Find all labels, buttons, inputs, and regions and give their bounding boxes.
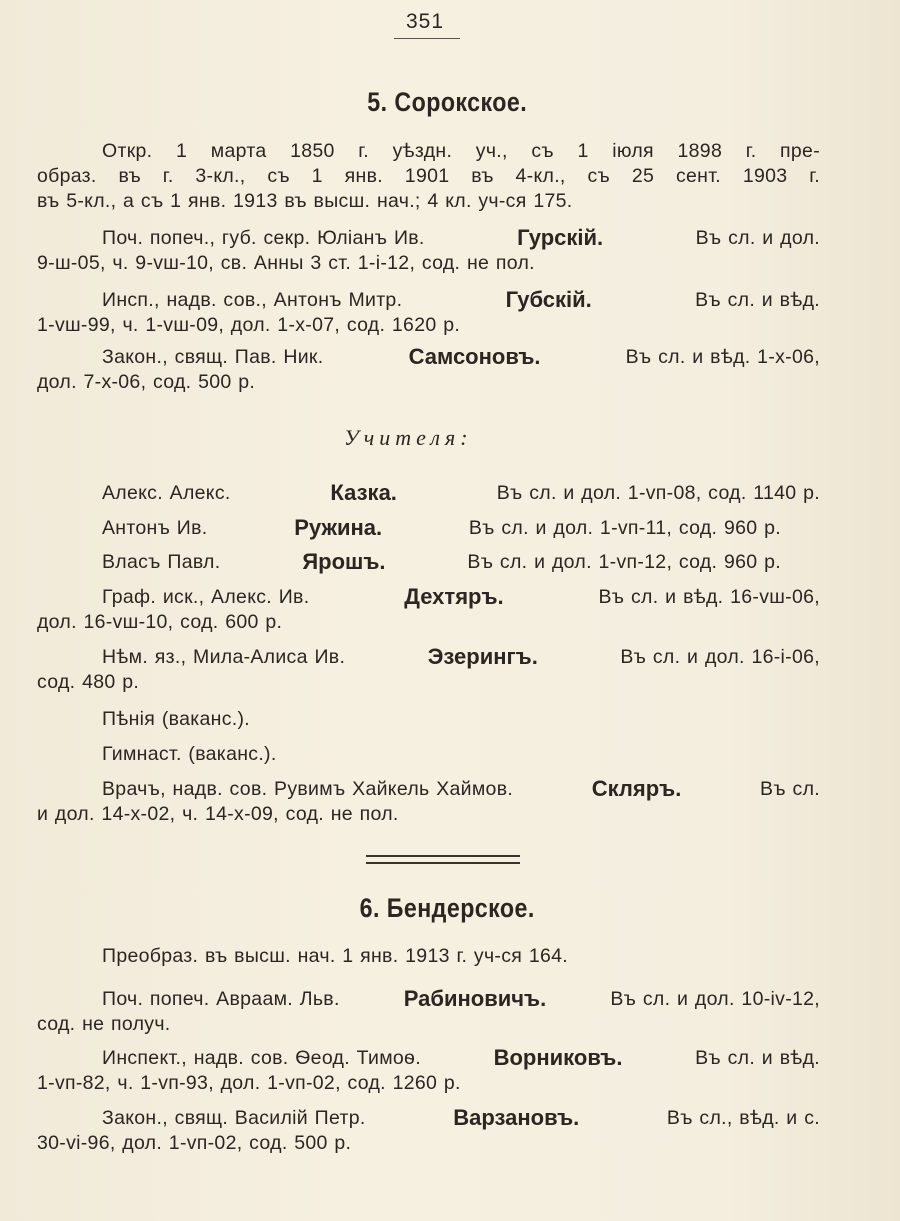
- person-name: Варзановъ.: [453, 1105, 580, 1130]
- teacher-entry-ruzhina: [102, 515, 781, 541]
- entry-text: Инспект., надв. сов. Ѳеод. Тимоѳ.: [102, 1047, 421, 1069]
- person-name: Дехтяръ.: [404, 584, 504, 609]
- entry-text: Въ сл. и дол. 10-іv-12,: [610, 988, 820, 1010]
- sec6-entry-inspector: [102, 1045, 820, 1071]
- page-number-rule: [394, 38, 460, 39]
- person-name: Эзерингъ.: [427, 644, 538, 669]
- entry-text: Въ сл. и вѣд. 16-vш-06,: [598, 586, 820, 608]
- entry-text: Въ сл. и вѣд.: [695, 1047, 820, 1069]
- entry-text: Закон., свящ. Василій Петр.: [102, 1107, 366, 1129]
- sec6-entry-inspector-cont: 1-vп-82, ч. 1-vп-93, дол. 1-vп-02, сод. 1260 р.: [37, 1072, 461, 1094]
- entry-text: Въ сл., вѣд. и с.: [666, 1107, 820, 1129]
- teacher-entry-ezering-cont: сод. 480 р.: [37, 671, 140, 693]
- entry-text: Въ сл. и вѣд. 1-х-06,: [625, 346, 820, 368]
- teacher-entry-doctor-cont: и дол. 14-х-02, ч. 14-х-09, сод. не пол.: [37, 803, 399, 825]
- person-name: Казка.: [330, 480, 397, 505]
- entry-text: Въ сл. и вѣд.: [695, 289, 820, 311]
- teacher-entry-dekhtyar: [102, 584, 820, 610]
- person-name: Губскій.: [505, 287, 592, 312]
- sec6-entry-honorary-trustee: [102, 986, 820, 1012]
- teacher-entry-kazka: [102, 480, 820, 506]
- entry-text: Власъ Павл.: [102, 551, 221, 573]
- section-6-heading: 6. Бендерское.: [359, 893, 535, 923]
- entry-text: Граф. иск., Алекс. Ив.: [102, 586, 310, 608]
- sec6-entry-honorary-trustee-cont: сод. не получ.: [37, 1013, 171, 1035]
- sec5-history-line-2: образ. въ г. 3-кл., съ 1 янв. 1901 въ 4-кл., съ 25 сент. 1903 г.: [37, 165, 820, 187]
- entry-text: Врачъ, надв. сов. Рувимъ Хайкель Хаймов.: [102, 778, 514, 800]
- person-name: Самсоновъ.: [408, 344, 541, 369]
- sec6-entry-law-teacher-cont: 30-vі-96, дол. 1-vп-02, сод. 500 р.: [37, 1132, 352, 1154]
- teacher-entry-dekhtyar-cont: дол. 16-vш-10, сод. 600 р.: [37, 611, 283, 633]
- entry-text: Въ сл. и дол. 1-vп-08, сод. 1140 р.: [496, 482, 820, 504]
- sec5-entry-honorary-trustee-cont: 9-ш-05, ч. 9-vш-10, св. Анны 3 ст. 1-і-12, сод. не пол.: [37, 252, 535, 274]
- page-number: 351: [405, 10, 445, 33]
- teacher-entry-singing: Пѣнія (ваканс.).: [102, 708, 250, 730]
- sec5-entry-law-teacher-cont: дол. 7-х-06, сод. 500 р.: [37, 371, 256, 393]
- teacher-entry-ezering: [102, 644, 820, 670]
- entry-text: Въ сл. и дол. 16-і-06,: [620, 646, 820, 668]
- entry-text: Въ сл. и дол. 1-vп-11, сод. 960 р.: [468, 517, 781, 539]
- sec5-entry-inspector-cont: 1-vш-99, ч. 1-vш-09, дол. 1-х-07, сод. 1620 р.: [37, 314, 461, 336]
- entry-text: Закон., свящ. Пав. Ник.: [102, 346, 324, 368]
- person-name: Ружина.: [294, 515, 383, 540]
- entry-text: Нѣм. яз., Мила-Алиса Ив.: [102, 646, 346, 668]
- teachers-subheading: Учителя:: [344, 425, 473, 450]
- person-name: Скляръ.: [591, 776, 682, 801]
- person-name: Гурскій.: [517, 225, 604, 250]
- entry-text: Антонъ Ив.: [102, 517, 208, 539]
- person-name: Ворниковъ.: [493, 1045, 623, 1070]
- person-name: Ярошъ.: [302, 549, 386, 574]
- entry-text: Поч. попеч. Авраам. Льв.: [102, 988, 340, 1010]
- sec5-entry-honorary-trustee: [102, 225, 820, 251]
- section-divider: [366, 855, 520, 864]
- teacher-entry-doctor: [102, 776, 820, 802]
- entry-text: Алекс. Алекс.: [102, 482, 231, 504]
- sec5-history-line-3: въ 5-кл., а съ 1 янв. 1913 въ высш. нач.; 4 кл. уч-ся 175.: [37, 190, 573, 212]
- entry-text: Въ сл. и дол.: [695, 227, 820, 249]
- sec5-entry-inspector: [102, 287, 820, 313]
- teacher-entry-gymnastics: Гимнаст. (ваканс.).: [102, 743, 277, 765]
- section-5-heading: 5. Сорокское.: [367, 87, 528, 117]
- person-name: Рабиновичъ.: [403, 986, 547, 1011]
- entry-text: Въ сл.: [760, 778, 820, 800]
- entry-text: Поч. попеч., губ. секр. Юліанъ Ив.: [102, 227, 425, 249]
- teacher-entry-yarosh: [102, 549, 781, 575]
- sec6-history-line-1: Преобраз. въ высш. нач. 1 янв. 1913 г. уч-ся 164.: [102, 945, 569, 967]
- sec5-history-line-1: Откр. 1 марта 1850 г. уѣздн. уч., съ 1 іюля 1898 г. пре-: [102, 140, 820, 162]
- sec5-entry-law-teacher: [102, 344, 820, 370]
- entry-text: Инсп., надв. сов., Антонъ Митр.: [102, 289, 403, 311]
- sec6-entry-law-teacher: [102, 1105, 820, 1131]
- entry-text: Въ сл. и дол. 1-vп-12, сод. 960 р.: [467, 551, 781, 573]
